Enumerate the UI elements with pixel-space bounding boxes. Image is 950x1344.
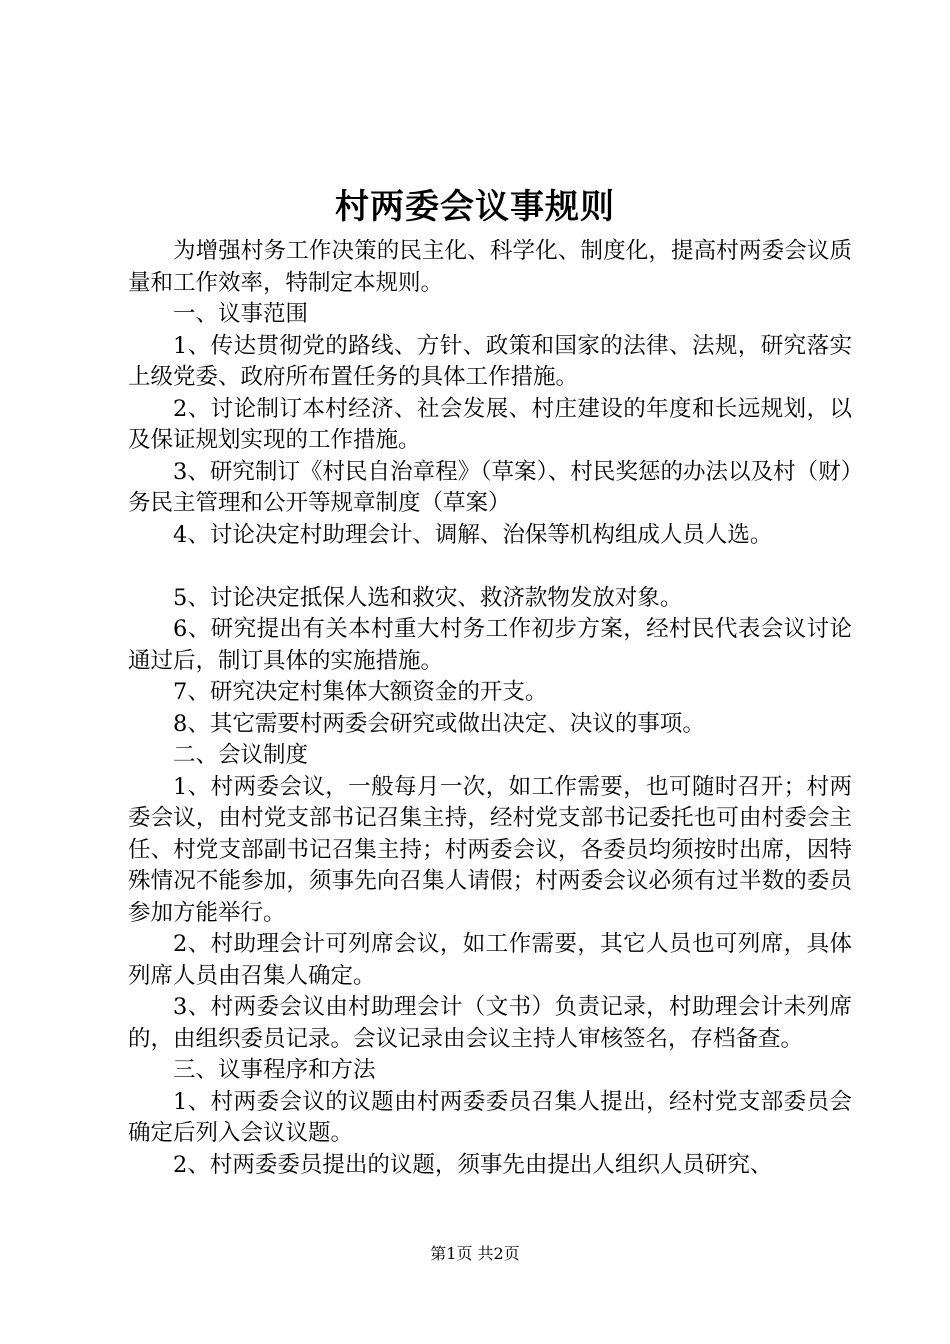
paragraph: 6、研究提出有关本村重大村务工作初步方案，经村民代表会议讨论通过后，制订具体的实施措施。	[128, 616, 852, 674]
paragraph: 2、村助理会计可列席会议，如工作需要，其它人员也可列席，具体列席人员由召集人确定。	[128, 931, 852, 989]
paragraph: 1、村两委会议的议题由村两委委员召集人提出，经村党支部委员会确定后列入会议议题。	[128, 1088, 852, 1146]
paragraph: 2、村两委委员提出的议题，须事先由提出人组织人员研究、	[173, 1151, 773, 1178]
paragraph-intro: 为增强村务工作决策的民主化、科学化、制度化，提高村两委会议质量和工作效率，特制定本规则。	[128, 238, 852, 296]
paragraph: 2、讨论制订本村经济、社会发展、村庄建设的年度和长远规划，以及保证规划实现的工作措施。	[128, 395, 852, 453]
section-heading: 一、议事范围	[173, 301, 309, 327]
paragraph: 3、村两委会议由村助理会计（文书）负责记录，村助理会计未列席的，由组织委员记录。会议记录由会议主持人审核签名，存档备查。	[128, 994, 852, 1052]
page-footer: 第1页 共2页	[430, 1244, 520, 1263]
paragraph: 7、研究决定村集体大额资金的开支。	[173, 679, 548, 705]
paragraph: 5、讨论决定抵保人选和救灾、救济款物发放对象。	[173, 584, 683, 611]
paragraph: 3、研究制订《村民自治章程》（草案）、村民奖惩的办法以及村（财）务民主管理和公开等规章制度（草案）	[128, 458, 852, 516]
paragraph: 4、讨论决定村助理会计、调解、治保等机构组成人员人选。	[173, 521, 773, 548]
paragraph: 1、传达贯彻党的路线、方针、政策和国家的法律、法规，研究落实上级党委、政府所布置任务的具体工作措施。	[128, 332, 852, 390]
document-title: 村两委会议事规则	[335, 187, 615, 227]
document-body	[128, 236, 852, 1181]
section-heading: 三、议事程序和方法	[173, 1057, 376, 1083]
paragraph: 1、村两委会议，一般每月一次，如工作需要，也可随时召开；村两委会议，由村党支部书记召集主持，经村党支部书记委托也可由村委会主任、村党支部副书记召集主持；村两委会议，各委员均须按时出席，因特殊情况不能参加，须事先向召集人请假；村两委会议必须有过半数的委员参加方能举行。	[128, 773, 852, 926]
section-heading: 二、会议制度	[173, 742, 309, 768]
paragraph: 8、其它需要村两委会研究或做出决定、决议的事项。	[173, 710, 705, 737]
